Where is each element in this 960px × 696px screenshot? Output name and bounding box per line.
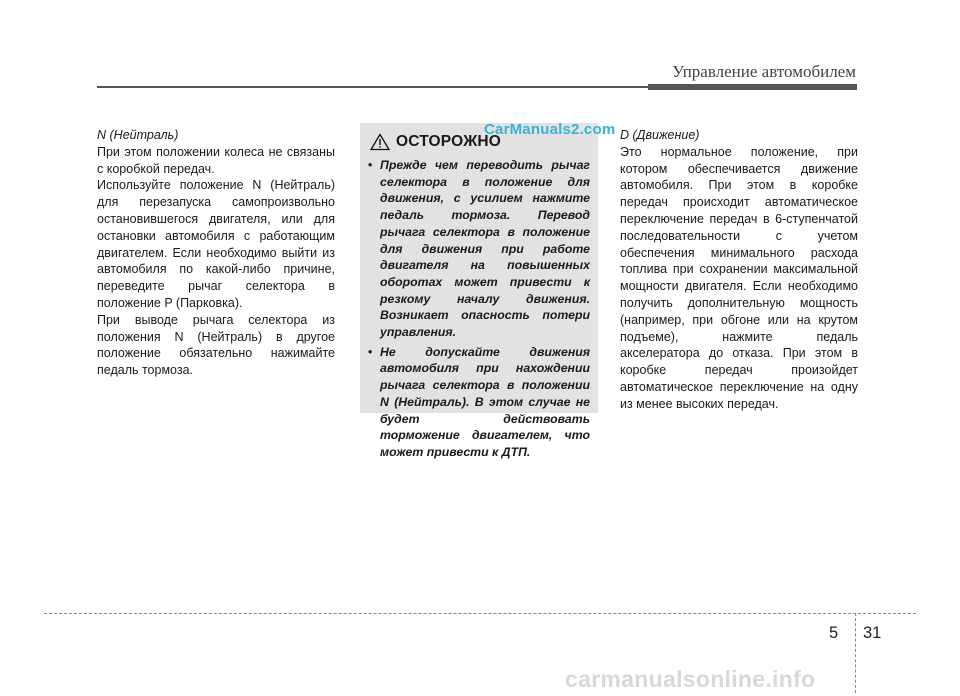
warning-header [370,133,501,151]
header-tab-bar [648,84,857,90]
right-paragraph-1: Это нормальное положение, при котором обеспечивается движение автомобиля. При этом в коробке передач происходит автоматическое переключение передач в 6-ступенчатой последовательности с учетом обеспечения минимального расхода топлива при сохранении максимальной мощности двигателя. Если необходимо получить дополнительную мощность (например, при обгоне или на крутом подъеме), нажмите педаль акселератора до отказа. При этом в коробке передач произойдет автоматическое переключение на одну из менее высоких передач. [620,144,858,411]
warning-title: ОСТОРОЖНО [396,133,502,150]
header-title: Управление автомобилем [672,62,856,81]
warning-box [360,123,598,459]
warning-item [368,344,590,461]
watermark-link-top[interactable]: CarManuals2.com [484,121,616,138]
left-paragraph-1: При этом положении колеса не связаны с коробкой передач. [97,144,335,176]
warning-list [368,157,590,464]
footer-rule [44,613,916,614]
warning-triangle-icon [370,133,390,151]
left-paragraph-2: Используйте положение N (Нейтраль) для перезапуска самопроизвольно остановившегося двигателя, или для остановки автомобиля с работающим двигателем. Если необходимо выйти из автомобиля по какой-либо причине, переведите рычаг селектора в положение P (Парковка). [97,178,335,310]
warning-item-text: Прежде чем переводить рычаг селектора в положение для движения, с усилием нажмите педаль тормоза. Перевод рычага селектора в положение для движения при работе двигателя на повышенных оборотах может привести к резкому началу движения. Возникает опасность потери управления. [380,158,590,340]
page-number: 31 [863,624,882,642]
bullet-icon: • [368,344,373,359]
right-subhead: D (Движение) [620,128,700,142]
warning-item-text: Не допускайте движения автомобиля при нахождении рычага селектора в положении N (Нейтраль). В этом случае не будет действовать торможение двигателем, что может привести к ДТП. [380,344,590,459]
warning-item [368,157,590,341]
page-number-separator [855,613,856,693]
watermark-link-bottom[interactable]: carmanualsonline.info [565,666,816,692]
bullet-icon: • [368,158,373,172]
section-number: 5 [829,624,839,642]
left-column [97,127,335,379]
left-subhead: N (Нейтраль) [97,128,179,142]
left-paragraph-3: При выводе рычага селектора из положения N (Нейтраль) в другое положение обязательно нажимайте педаль тормоза. [97,312,335,378]
right-column [620,127,858,413]
